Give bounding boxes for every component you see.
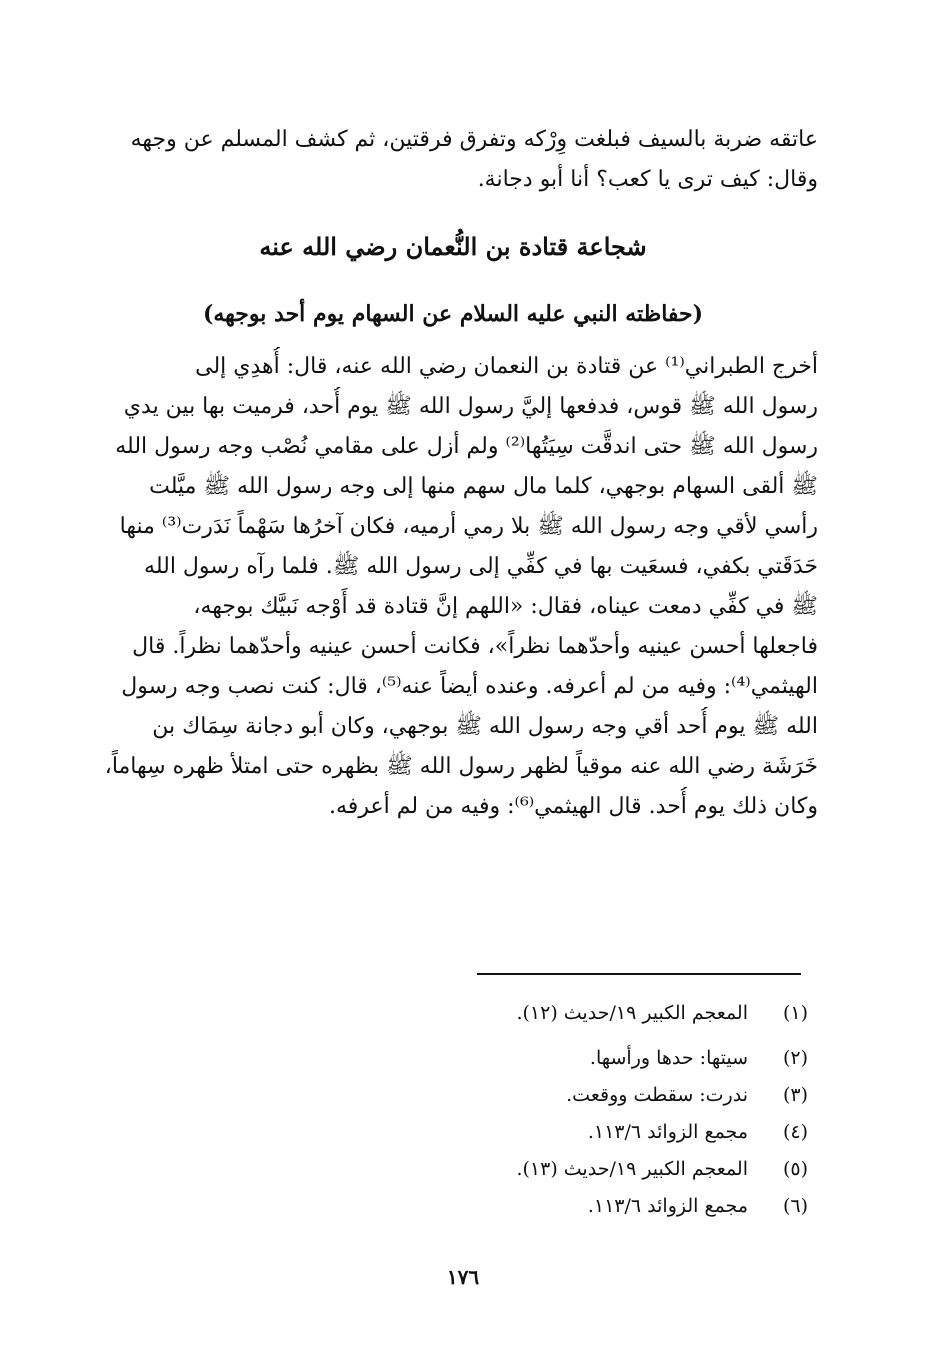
- text-line: رسول الله ﷺ حتى اندقَّت سِيَتُها⁽²⁾ ولم أزل على مقامي نُصْب وجه رسول الله: [115, 434, 818, 459]
- page-number: ١٧٦: [446, 1265, 480, 1289]
- footnote-text: سيتها: حدها ورأسها.: [589, 1047, 748, 1069]
- text-line: ﷺ في كفِّي دمعت عيناه، فقال: «اللهم إنَّ قتادة قد أَوْجه نَبيَّك بوجهه،: [193, 594, 818, 619]
- footnote-number: (١): [782, 1002, 808, 1024]
- footnote-item: [300, 1114, 808, 1151]
- footnote-divider: [477, 973, 801, 975]
- text-line: الله ﷺ يوم أُحد أقي وجه رسول الله ﷺ بوجهي، وكان أبو دجانة سِمَاك بن: [152, 714, 818, 739]
- footnote-item: [300, 995, 808, 1032]
- footnote-number: (٢): [782, 1047, 808, 1069]
- footnote-text: ندرت: سقطت ووقعت.: [566, 1084, 748, 1106]
- section-subheading: (حفاظته النبي عليه السلام عن السهام يوم أحد بوجهه): [202, 301, 704, 327]
- text-line: خَرَشَة رضي الله عنه موقياً لظهر رسول الله ﷺ بظهره حتى امتلأ ظهره سِهاماً،: [104, 754, 818, 779]
- text-line: ﷺ ألقى السهام بوجهي، كلما مال سهم منها إلى وجه رسول الله ﷺ ميَّلت: [149, 474, 818, 499]
- text-line: رسول الله ﷺ قوس، فدفعها إليَّ رسول الله ﷺ يوم أُحد، فرميت بها بين يدي: [123, 394, 818, 419]
- footnote-text: المعجم الكبير ١٩/حديث (١٣).: [516, 1158, 748, 1180]
- body-paragraph: [88, 347, 818, 827]
- footnote-number: (٤): [782, 1121, 808, 1143]
- footnote-text: مجمع الزوائد ١١٣/٦.: [587, 1121, 748, 1143]
- footnote-number: (٦): [782, 1195, 808, 1217]
- text-line: الهيثمي⁽⁴⁾: وفيه من لم أعرفه. وعنده أيضاً عنه⁽⁵⁾، قال: كنت نصب وجه رسول: [121, 674, 818, 699]
- text-line: وكان ذلك يوم أُحد. قال الهيثمي⁽⁶⁾: وفيه من لم أعرفه.: [329, 794, 818, 819]
- footnote-item: [300, 1077, 808, 1114]
- footnote-item: [300, 1151, 808, 1188]
- footnote-item: [300, 1188, 808, 1225]
- footnote-item: [300, 1040, 808, 1077]
- text-line: رأسي لأقي وجه رسول الله ﷺ بلا رمي أرميه، فكان آخرُها سَهْماً نَدَرت⁽³⁾ منها: [119, 514, 818, 539]
- text-line: حَدَقَتي بكفي، فسعَيت بها في كفِّي إلى رسول الله ﷺ. فلما رآه رسول الله: [144, 554, 818, 579]
- footnote-text: مجمع الزوائد ١١٣/٦.: [587, 1195, 748, 1217]
- footnote-number: (٣): [782, 1084, 808, 1106]
- footnote-text: المعجم الكبير ١٩/حديث (١٢).: [516, 1002, 748, 1024]
- text-line: أخرج الطبراني⁽¹⁾ عن قتادة بن النعمان رضي الله عنه، قال: أُهدِي إلى: [195, 354, 818, 379]
- footnotes: [300, 995, 808, 1225]
- section-heading: شجاعة قتادة بن النُّعمان رضي الله عنه: [259, 232, 647, 261]
- footnote-number: (٥): [782, 1158, 808, 1180]
- text-line: عاتقه ضربة بالسيف فبلغت وِرْكه وتفرق فرقتين، ثم كشف المسلم عن وجهه: [130, 127, 818, 152]
- text-line: وقال: كيف ترى يا كعب؟ أنا أبو دجانة.: [477, 167, 818, 192]
- text-line: فاجعلها أحسن عينيه وأحدّهما نظراً»، فكانت أحسن عينيه وأحدّهما نظراً. قال: [132, 634, 818, 659]
- intro-paragraph: [88, 120, 818, 200]
